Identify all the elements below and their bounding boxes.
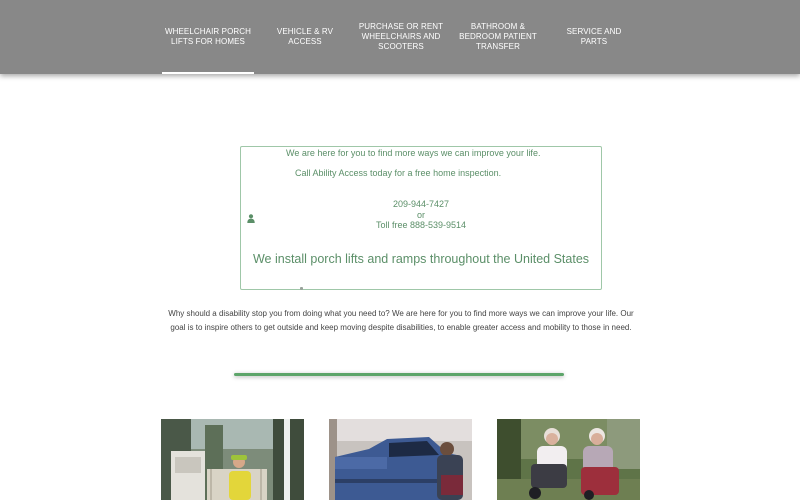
top-navigation-bar xyxy=(0,0,800,74)
scooter-rental-photo[interactable] xyxy=(497,419,640,500)
nav-item-label: PURCHASE OR RENT WHEELCHAIRS AND SCOOTERS xyxy=(358,22,444,51)
person-icon xyxy=(247,214,255,223)
install-heading: We install porch lifts and ramps throughout the United States xyxy=(252,252,590,266)
or-separator: or xyxy=(416,210,425,220)
nav-item-label: VEHICLE & RV ACCESS xyxy=(276,27,334,46)
info-line-call-today: Call Ability Access today for a free home inspection. xyxy=(295,168,502,178)
nav-item-service-parts[interactable] xyxy=(553,0,635,74)
nav-item-label: SERVICE AND PARTS xyxy=(566,27,622,46)
intro-paragraph: Why should a disability stop you from doing what you need to? We are here for you to find more ways we can improve your life. Our goal is to inspire others to get outside and keep moving despite disabilities, to enable greater access and mobility to those in need. xyxy=(168,309,634,332)
section-divider xyxy=(234,373,564,376)
box-pointer-mark xyxy=(300,287,303,290)
nav-item-bathroom-bedroom-transfer[interactable] xyxy=(450,0,546,74)
phone-number-link[interactable]: 209-944-7427 xyxy=(392,199,450,209)
nav-item-wheelchair-porch-lifts[interactable] xyxy=(162,0,254,74)
info-line-here-for-you: We are here for you to find more ways we can improve your life. xyxy=(286,148,541,158)
nav-item-vehicle-rv-access[interactable] xyxy=(260,0,350,74)
contact-info-box xyxy=(240,146,602,290)
tollfree-number-link[interactable]: Toll free 888-539-9514 xyxy=(375,220,467,230)
vehicle-access-photo[interactable] xyxy=(329,419,472,500)
nav-item-purchase-rent[interactable] xyxy=(358,0,444,74)
porch-lift-photo[interactable] xyxy=(161,419,304,500)
nav-item-label: BATHROOM & BEDROOM PATIENT TRANSFER xyxy=(459,22,537,51)
nav-item-label: WHEELCHAIR PORCH LIFTS FOR HOMES xyxy=(164,27,252,46)
